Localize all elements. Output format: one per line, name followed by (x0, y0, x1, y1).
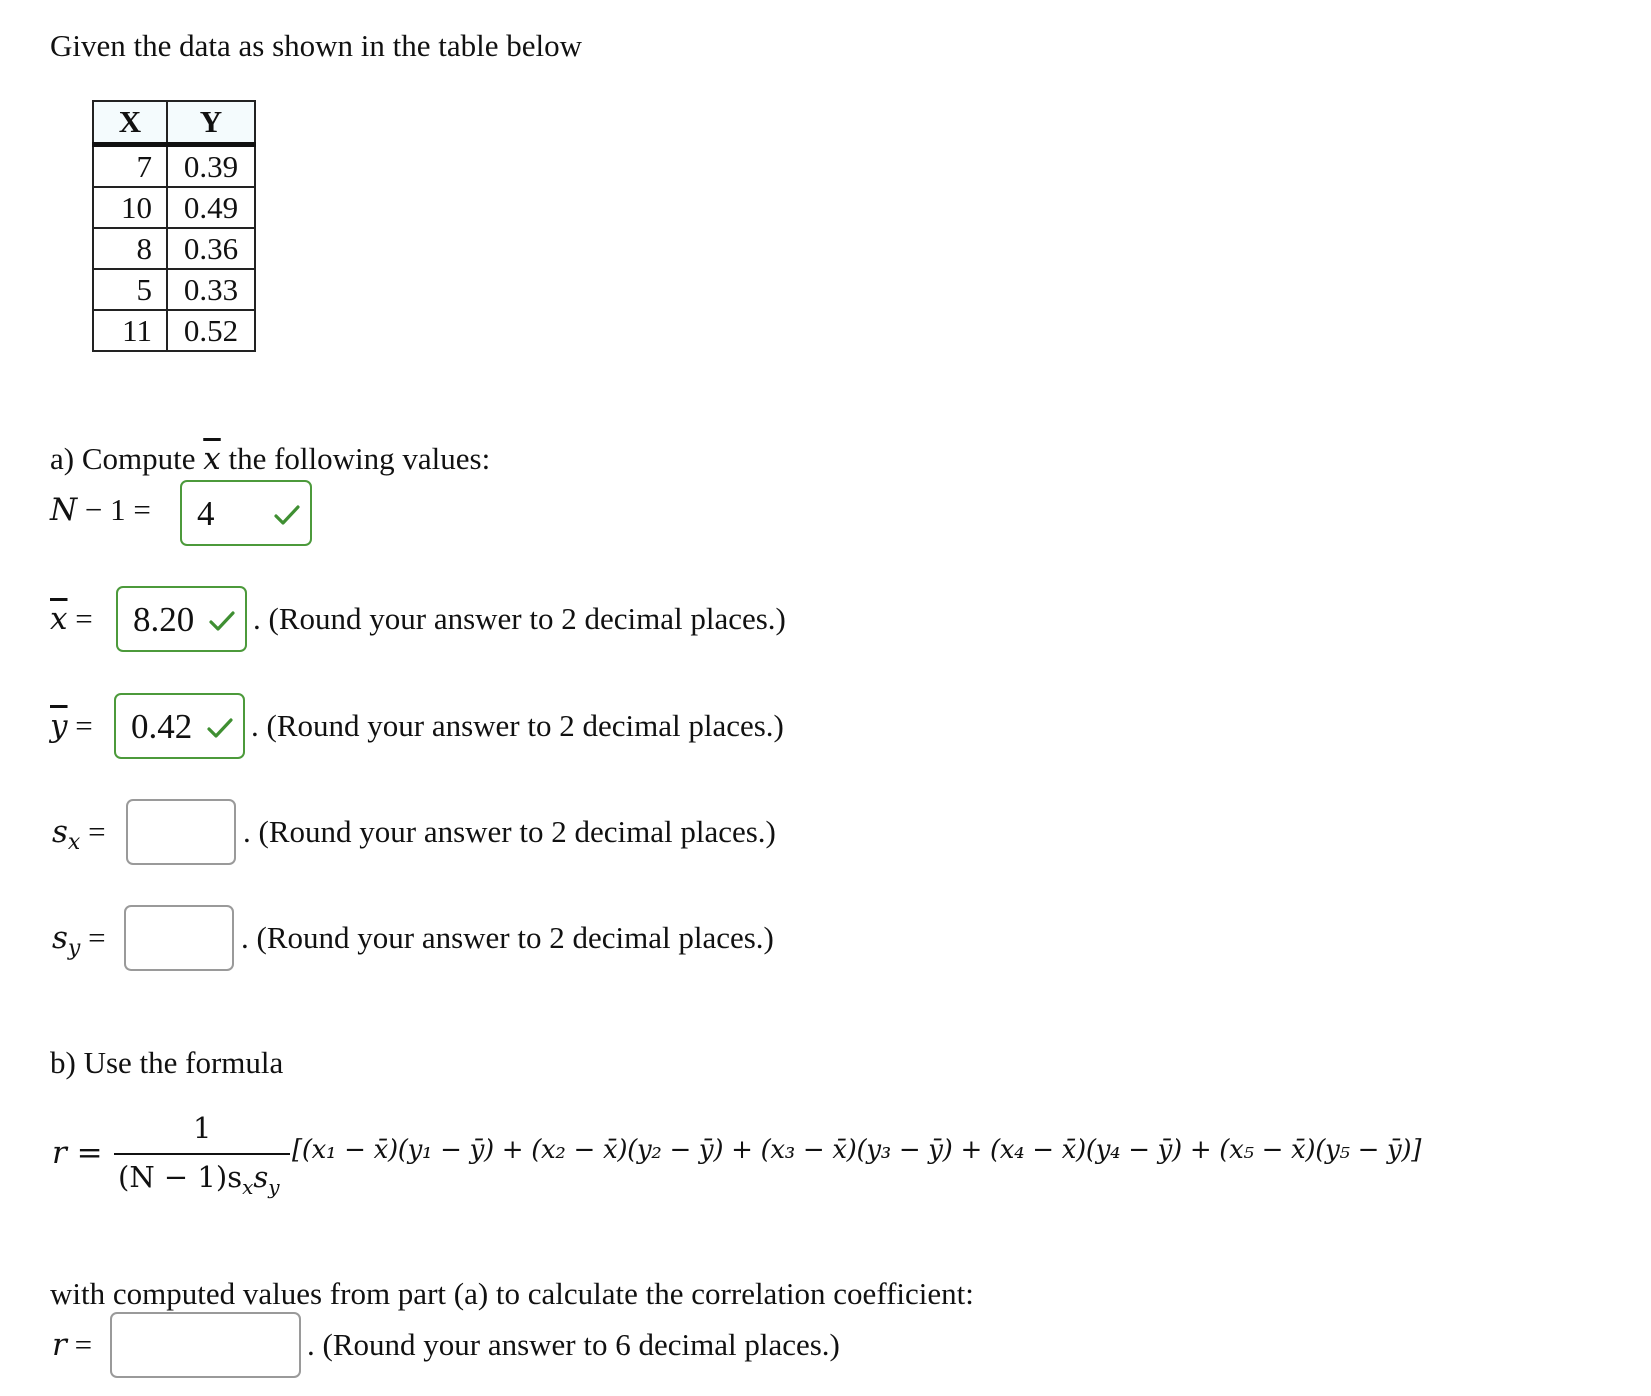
r-input[interactable] (110, 1312, 301, 1378)
xbar-value: 8.20 (133, 600, 195, 639)
sy-symbol: s (52, 920, 68, 956)
sx-equals: = (88, 814, 106, 849)
cell-x: 8 (93, 228, 167, 269)
cell-x: 10 (93, 187, 167, 228)
part-b-instruction: with computed values from part (a) to calculate the correlation coefficient: (50, 1276, 974, 1311)
cell-y: 0.39 (167, 145, 255, 188)
denominator-main: (N − 1)s (118, 1160, 243, 1194)
ybar-input[interactable] (114, 693, 245, 759)
sy-label (52, 920, 106, 967)
cell-y: 0.52 (167, 310, 255, 351)
xbar-label (50, 601, 93, 637)
sx-round-hint: . (Round your answer to 2 decimal places.) (243, 814, 776, 849)
table-header-row (93, 101, 255, 145)
denominator-s2: s (253, 1160, 269, 1194)
n-minus-1-value: 4 (197, 494, 215, 533)
data-table (92, 100, 256, 352)
checkmark-icon (209, 610, 235, 632)
formula-sum: [(x₁ − x̄)(y₁ − ȳ) + (x₂ − x̄)(y₂ − ȳ) + (x₃ − x̄)(y₃ − ȳ) + (x₄ − x̄)(y₄ − ȳ) + (x₅ − x̄)(y₅ − ȳ)] (292, 1135, 1422, 1165)
checkmark-icon (274, 504, 300, 526)
table-row (93, 228, 255, 269)
sy-subscript: y (67, 936, 81, 962)
xbar-symbol: $\overline{x}$ (203, 441, 221, 477)
ybar-equals: = (75, 708, 93, 743)
xbar-equals: = (75, 601, 93, 636)
sx-symbol: s (52, 814, 68, 850)
part-a-heading (50, 441, 490, 477)
r-label (52, 1327, 92, 1363)
formula-lhs (52, 1135, 103, 1171)
ybar-label-symbol: $\overline{y}$ (50, 708, 68, 744)
cell-x: 5 (93, 269, 167, 310)
sx-input[interactable] (126, 799, 236, 865)
ybar-round-hint: . (Round your answer to 2 decimal places.) (251, 708, 784, 743)
cell-y: 0.33 (167, 269, 255, 310)
sx-label (52, 814, 106, 861)
part-a-heading-post: the following values: (220, 441, 491, 476)
sx-subscript: x (67, 830, 81, 856)
column-header-x: X (93, 101, 167, 145)
sy-equals: = (88, 920, 106, 955)
xbar-round-hint: . (Round your answer to 2 decimal places.) (253, 601, 786, 636)
cell-y: 0.36 (167, 228, 255, 269)
table-row (93, 269, 255, 310)
ybar-label (50, 708, 93, 744)
xbar-label-symbol: $\overline{x}$ (50, 601, 68, 637)
part-a-heading-pre: a) Compute (50, 441, 204, 476)
sy-round-hint: . (Round your answer to 2 decimal places.) (241, 920, 774, 955)
cell-y: 0.49 (167, 187, 255, 228)
n-minus-1-input[interactable] (180, 480, 312, 546)
intro-text: Given the data as shown in the table below (50, 28, 583, 63)
denominator-sub-x: x (242, 1174, 254, 1199)
column-header-y: Y (167, 101, 255, 145)
denominator-sub-y: y (268, 1174, 280, 1199)
ybar-value: 0.42 (131, 707, 193, 746)
r-equals: = (74, 1327, 93, 1362)
formula-numerator: 1 (193, 1111, 212, 1145)
n-minus-1-rest: − 1 = (77, 492, 151, 527)
table-row (93, 310, 255, 351)
cell-x: 11 (93, 310, 167, 351)
checkmark-icon (207, 717, 233, 739)
formula-r-label: r = (52, 1135, 103, 1171)
xbar-input[interactable] (116, 586, 247, 652)
fraction-bar (114, 1153, 290, 1155)
sy-input[interactable] (124, 905, 234, 971)
formula-denominator (118, 1160, 280, 1199)
n-minus-1-label (50, 492, 151, 528)
table-row (93, 145, 255, 188)
part-b-heading: b) Use the formula (50, 1045, 284, 1080)
r-round-hint: . (Round your answer to 6 decimal places.) (307, 1327, 840, 1362)
cell-x: 7 (93, 145, 167, 188)
r-symbol: r (52, 1327, 67, 1363)
table-row (93, 187, 255, 228)
n-symbol: N (50, 492, 78, 528)
